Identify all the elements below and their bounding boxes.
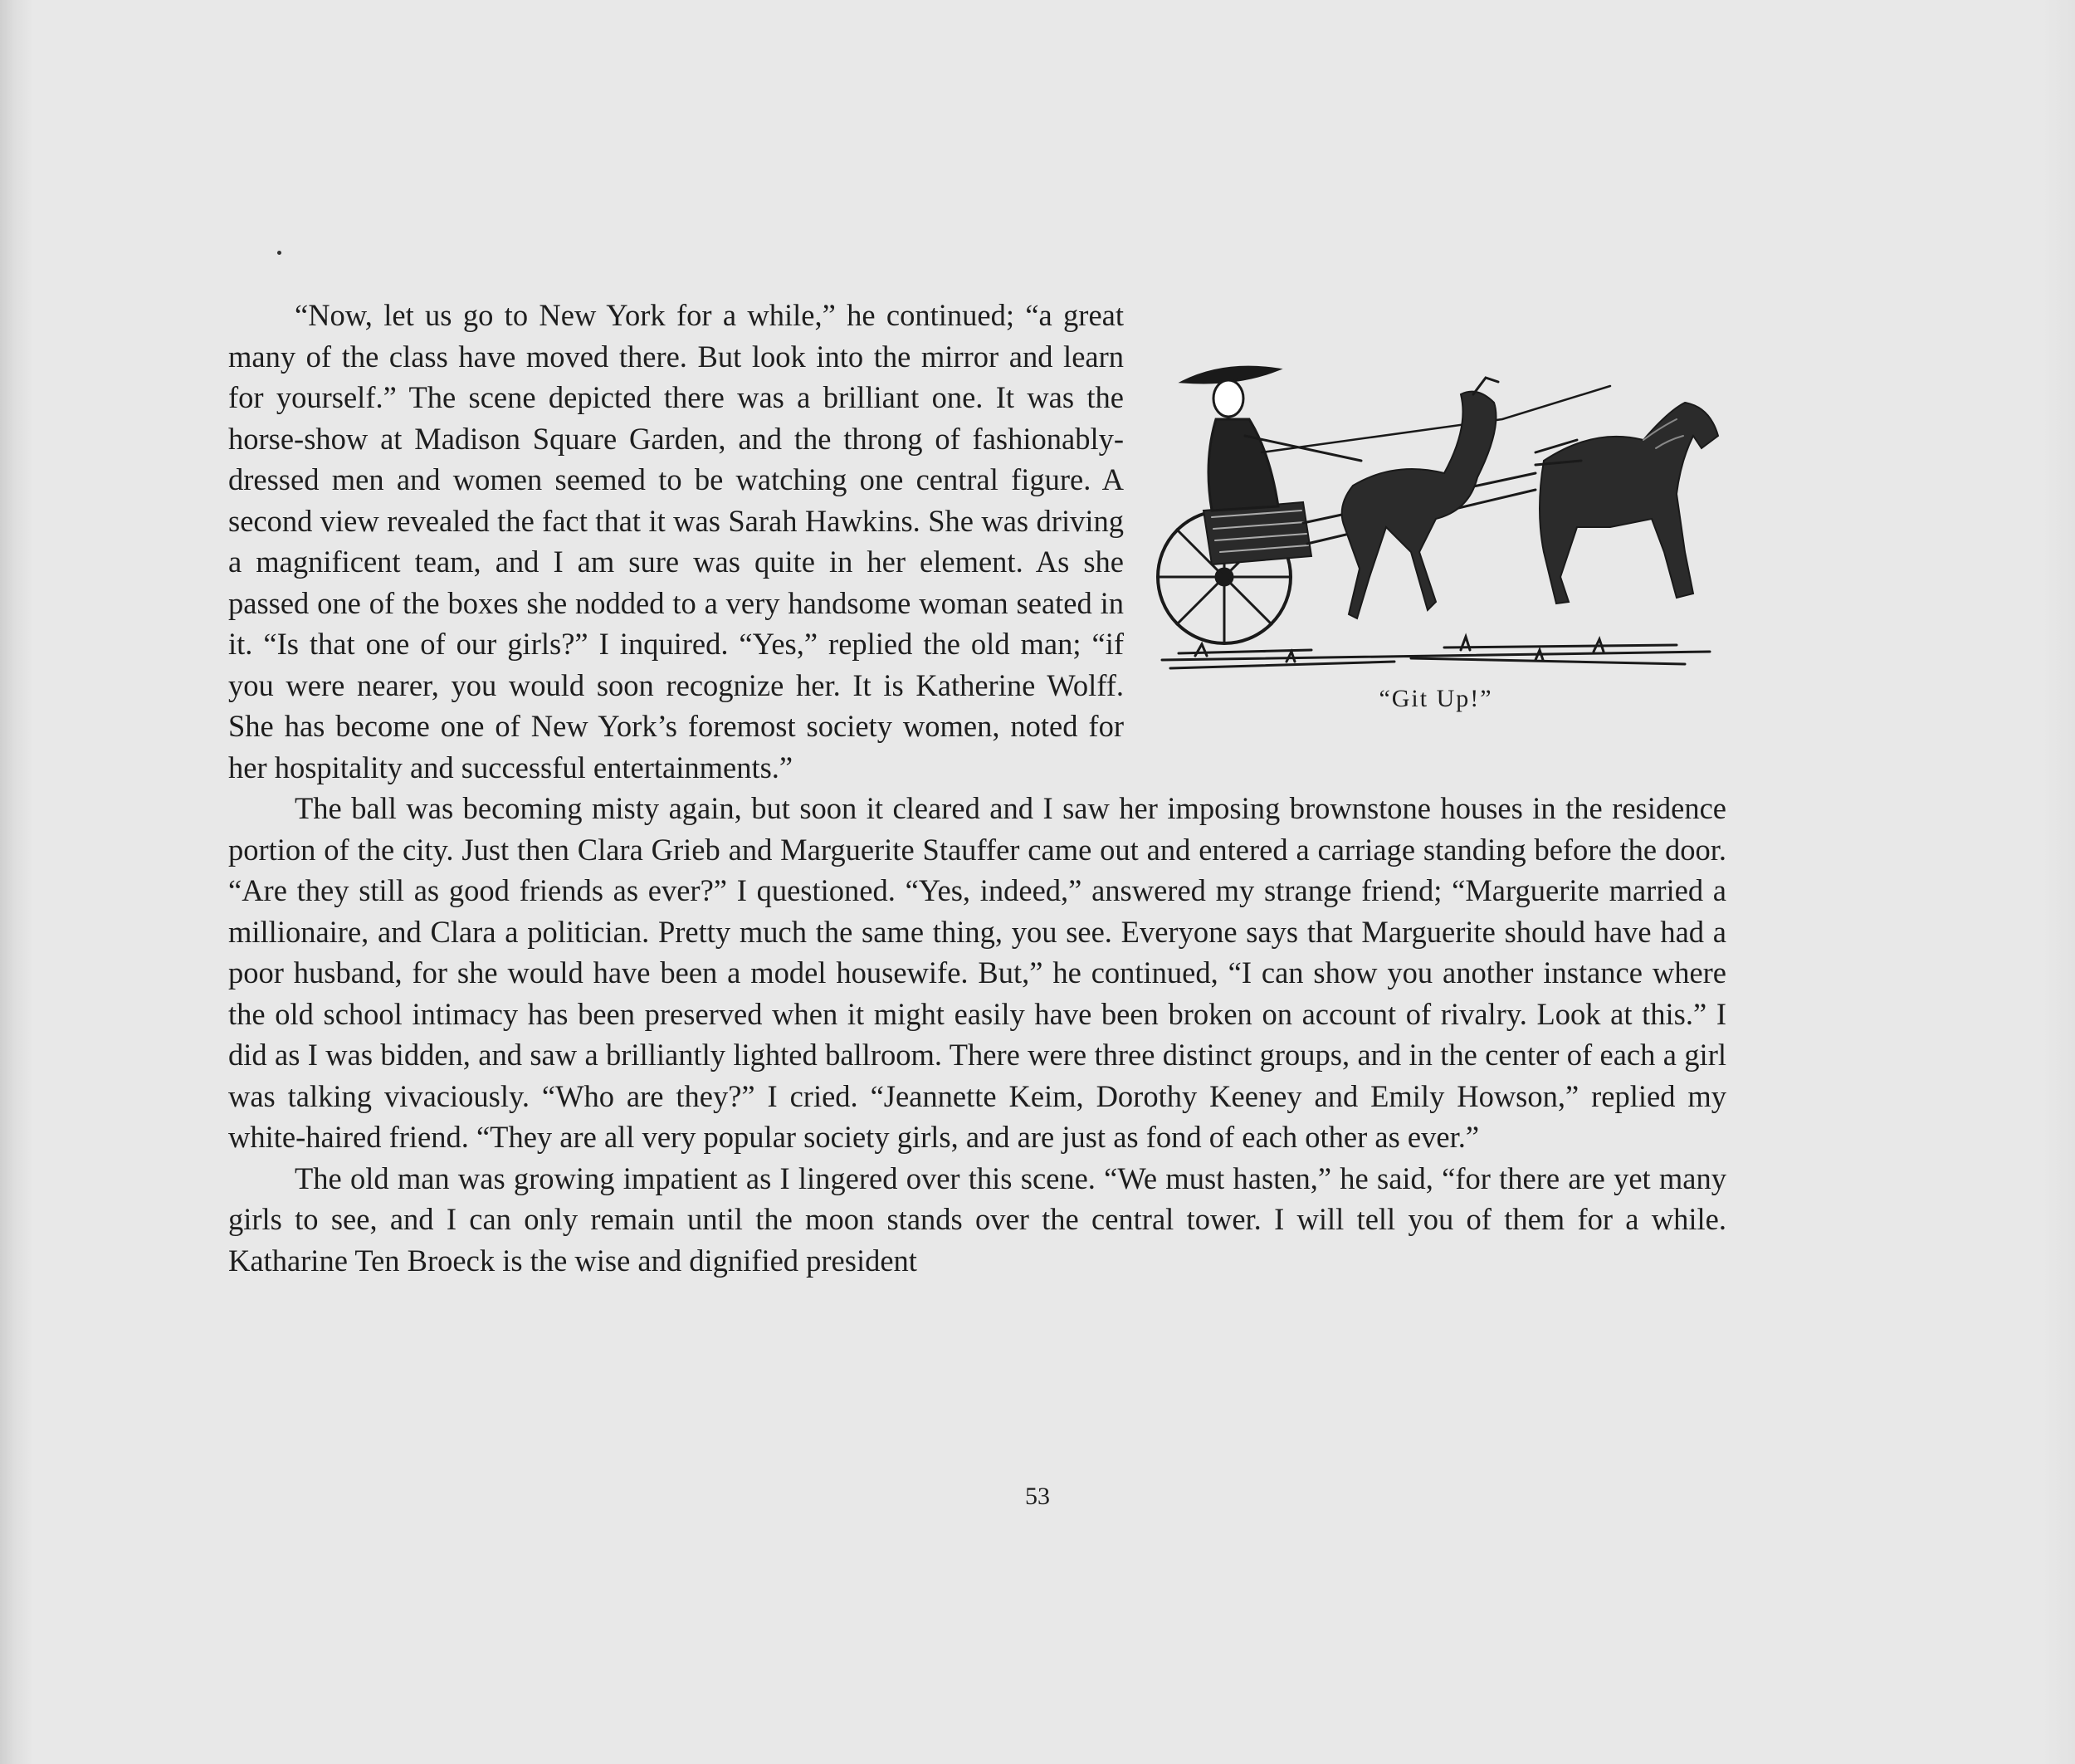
paragraph-2: The ball was becoming misty again, but soon it cleared and I saw her imposing brownstone houses in the residence portion of the city. Just then Clara Grieb and Marguerite Stauffer came out and entered a carriage standing before the door. “Are they still as good friends as ever?” I questioned. “Yes, indeed,” answered my strange friend; “Marguerite married a millionaire, and Clara a politician. Pretty much the same thing, you see. Everyone says that Marguerite should have had a poor husband, for she would have been a model housewife. But,” he continued, “I can show you another instance where the old school intimacy has been preserved when it might easily have been broken on account of rivalry. Look at this.” I did as I was bidden, and saw a brilliantly lighted ballroom. There were three distinct groups, and in the center of each a girl was talking vivaciously. “Who are they?” I cried. “Jeannette Keim, Dorothy Keeney and Emily Howson,” replied my white-haired friend. “They are all very popular society girls, and are just as fond of each other as ever.” bbox=[228, 791, 1726, 1154]
page-number: 53 bbox=[1025, 1483, 1050, 1510]
ink-speck bbox=[277, 251, 281, 255]
illustration-figure bbox=[1145, 295, 1726, 735]
horse-cart-illustration-icon bbox=[1145, 303, 1726, 677]
body-text bbox=[228, 295, 1726, 1281]
figure-caption: “Git Up!” bbox=[1379, 685, 1493, 712]
paragraph-3: The old man was growing impatient as I lingered over this scene. “We must hasten,” he said, “for there are yet many girls to see, and I can only remain until the moon stands over the central tower. I will tell you of them for a while. Katharine Ten Broeck is the wise and dignified president bbox=[228, 1161, 1726, 1278]
paragraph-1: “Now, let us go to New York for a while,” he continued; “a great many of the class have moved there. But look into the mirror and learn for yourself.” The scene depicted there was a brilliant one. It was the horse-show at Madison Square Garden, and the throng of fashionably-dressed men and women seemed to be watching one central figure. A second view revealed the fact that it was Sarah Hawkins. She was driving a magnificent team, and I am sure was quite in her element. As she passed one of the boxes she nodded to a very handsome woman seated in it. “Is that one of our girls?” I inquired. “Yes,” replied the old man; “if you were nearer, you would soon recognize her. It is Katherine Wolff. She has become one of New York’s foremost society women, noted for her hospitality and successful entertainments.” bbox=[228, 298, 1124, 784]
